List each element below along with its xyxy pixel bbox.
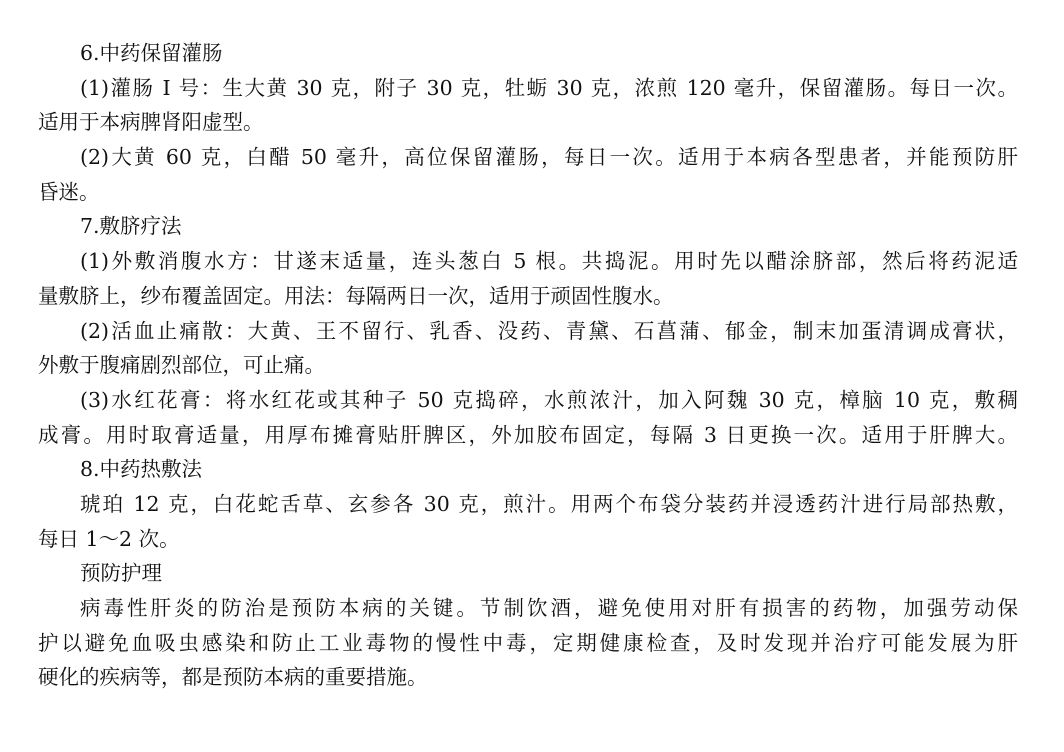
paragraph-line: 每日 1～2 次。 bbox=[38, 526, 180, 551]
paragraph-line: 护以避免血吸虫感染和防止工业毒物的慢性中毒，定期健康检查，及时发现并治疗可能发展为肝 bbox=[38, 630, 1018, 655]
section-heading-retention-enema: 6.中药保留灌肠 bbox=[80, 41, 223, 65]
paragraph-line: 量敷脐上，纱布覆盖固定。用法：每隔两日一次，适用于顽固性腹水。 bbox=[38, 283, 674, 308]
paragraph-line: (1)外敷消腹水方：甘遂末适量，连头葱白 5 根。共捣泥。用时先以醋涂脐部，然后将药泥适 bbox=[80, 249, 1018, 274]
paragraph-line: 病毒性肝炎的防治是预防本病的关键。节制饮酒，避免使用对肝有损害的药物，加强劳动保 bbox=[80, 596, 1018, 620]
paragraph-line: (1)灌肠 I 号：生大黄 30 克，附子 30 克，牡蛎 30 克，浓煎 120 毫升，保留灌肠。每日一次。 bbox=[80, 75, 1018, 100]
paragraph-line: 外敷于腹痛剧烈部位，可止痛。 bbox=[38, 353, 325, 378]
paragraph-line: (2)活血止痛散：大黄、王不留行、乳香、没药、青黛、石菖蒲、郁金，制末加蛋清调成膏状， bbox=[80, 318, 1018, 343]
paragraph-line: 昏迷。 bbox=[38, 179, 100, 204]
paragraph-line: 成膏。用时取膏适量，用厚布摊膏贴肝脾区，外加胶布固定，每隔 3 日更换一次。适用于肝脾大。 bbox=[38, 422, 1018, 447]
section-heading-hot-compress: 8.中药热敷法 bbox=[80, 457, 203, 482]
paragraph-line: 硬化的疾病等，都是预防本病的重要措施。 bbox=[38, 665, 428, 690]
paragraph-line: 适用于本病脾肾阳虚型。 bbox=[38, 110, 264, 135]
paragraph-line: 琥珀 12 克，白花蛇舌草、玄参各 30 克，煎汁。用两个布袋分装药并浸透药汁进行局部热敷， bbox=[80, 491, 1018, 516]
document-page bbox=[38, 36, 1018, 695]
paragraph-line: (2)大黄 60 克，白醋 50 毫升，高位保留灌肠，每日一次。适用于本病各型患者，并能预防肝 bbox=[80, 145, 1018, 170]
section-heading-navel-therapy: 7.敷脐疗法 bbox=[80, 214, 182, 239]
section-heading-prevention-care: 预防护理 bbox=[80, 561, 162, 586]
paragraph-line: (3)水红花膏：将水红花或其种子 50 克捣碎，水煎浓汁，加入阿魏 30 克，樟脑 10 克，敷稠 bbox=[80, 387, 1018, 412]
